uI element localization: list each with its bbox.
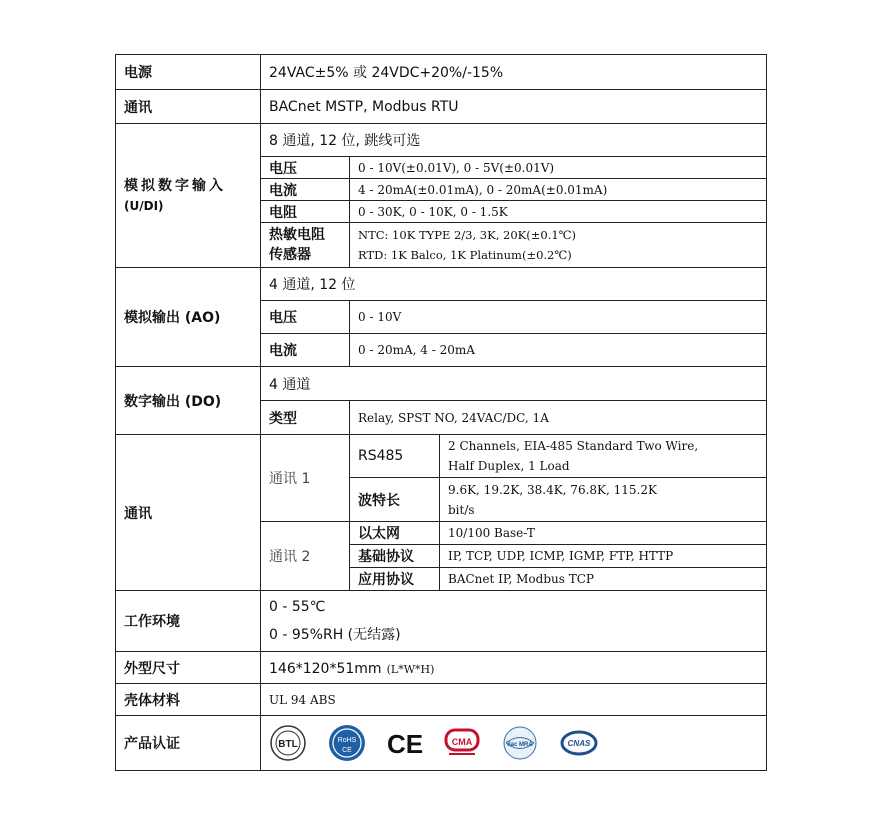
size-label: 外型尺寸 bbox=[116, 652, 261, 684]
cert-logos bbox=[261, 716, 767, 771]
btl-logo-text: BTL bbox=[278, 739, 298, 750]
size-unit: (L*W*H) bbox=[386, 663, 435, 676]
btl-logo-icon bbox=[269, 724, 307, 762]
comms-rs485-value-line2: Half Duplex, 1 Load bbox=[448, 459, 570, 473]
comms-baud-value-line1: 9.6K, 19.2K, 38.4K, 76.8K, 115.2K bbox=[448, 482, 657, 497]
size-value-cell bbox=[261, 652, 767, 684]
ui-label-line1: 模拟数字输入 bbox=[124, 177, 226, 194]
rohs-logo-text: RoHS bbox=[337, 737, 357, 744]
ui-thermal-value bbox=[350, 223, 767, 268]
ui-thermal-name-line1: 热敏电阻 bbox=[269, 227, 325, 243]
ui-resistance-value: 0 - 30K, 0 - 10K, 0 - 1.5K bbox=[350, 201, 767, 223]
comms-eth-name: 以太网 bbox=[350, 522, 440, 545]
comms-app-value: BACnet IP, Modbus TCP bbox=[440, 568, 767, 591]
cert-label: 产品认证 bbox=[116, 716, 261, 771]
comms-app-name: 应用协议 bbox=[350, 568, 440, 591]
comm-label: 通讯 bbox=[116, 90, 261, 124]
ui-current-value: 4 - 20mA(±0.01mA), 0 - 20mA(±0.01mA) bbox=[350, 179, 767, 201]
env-label: 工作环境 bbox=[116, 591, 261, 652]
power-label: 电源 bbox=[116, 55, 261, 90]
ao-header: 4 通道, 12 位 bbox=[261, 268, 767, 301]
ui-header: 8 通道, 12 位, 跳线可选 bbox=[261, 124, 767, 157]
comms-rs485-name: RS485 bbox=[350, 435, 440, 478]
row-size bbox=[116, 652, 767, 684]
row-ao-header bbox=[116, 268, 767, 301]
ilac-logo-text: ilac MRA bbox=[507, 742, 533, 748]
ce-logo-text: CE bbox=[387, 729, 423, 758]
ui-resistance-name: 电阻 bbox=[261, 201, 350, 223]
comms-baud-value-line2: bit/s bbox=[448, 502, 475, 517]
row-ui-header bbox=[116, 124, 767, 157]
comms-base-value: IP, TCP, UDP, ICMP, IGMP, FTP, HTTP bbox=[440, 545, 767, 568]
row-material bbox=[116, 684, 767, 716]
ao-current-value: 0 - 20mA, 4 - 20mA bbox=[350, 334, 767, 367]
material-label: 壳体材料 bbox=[116, 684, 261, 716]
ui-thermal-value-line1: NTC: 10K TYPE 2/3, 3K, 20K(±0.1℃) bbox=[358, 228, 577, 242]
ui-thermal-name bbox=[261, 223, 350, 268]
ao-voltage-name: 电压 bbox=[261, 301, 350, 334]
rohs-logo-icon bbox=[327, 723, 367, 763]
material-value: UL 94 ABS bbox=[261, 684, 767, 716]
comms-base-name: 基础协议 bbox=[350, 545, 440, 568]
ui-thermal-name-line2: 传感器 bbox=[269, 247, 311, 263]
rohs-ce-text: CE bbox=[342, 747, 352, 754]
power-value: 24VAC±5% 或 24VDC+20%/-15% bbox=[261, 55, 767, 90]
cnas-logo-text: CNAS bbox=[567, 739, 591, 748]
comms-eth-value: 10/100 Base-T bbox=[440, 522, 767, 545]
comms-label: 通讯 bbox=[116, 435, 261, 591]
comms-baud-value bbox=[440, 478, 767, 522]
row-do-header bbox=[116, 367, 767, 401]
comms-row-rs485 bbox=[116, 435, 767, 478]
ao-voltage-value: 0 - 10V bbox=[350, 301, 767, 334]
ui-voltage-name: 电压 bbox=[261, 157, 350, 179]
row-power bbox=[116, 55, 767, 90]
row-comm bbox=[116, 90, 767, 124]
do-type-name: 类型 bbox=[261, 401, 350, 435]
row-cert bbox=[116, 716, 767, 771]
ui-label bbox=[116, 124, 261, 268]
ui-label-line2: (U/DI) bbox=[124, 198, 164, 213]
env-value bbox=[261, 591, 767, 652]
ui-current-name: 电流 bbox=[261, 179, 350, 201]
ilac-mra-logo-icon bbox=[501, 724, 539, 762]
comms-rs485-value-line1: 2 Channels, EIA-485 Standard Two Wire, bbox=[448, 439, 699, 453]
comms-rs485-value bbox=[440, 435, 767, 478]
comms-port1-name: 通讯 1 bbox=[261, 435, 350, 522]
size-value: 146*120*51mm bbox=[269, 661, 382, 677]
do-label: 数字输出 (DO) bbox=[116, 367, 261, 435]
ui-thermal-value-line2: RTD: 1K Balco, 1K Platinum(±0.2℃) bbox=[358, 248, 572, 262]
comms-baud-name: 波特长 bbox=[350, 478, 440, 522]
comm-value: BACnet MSTP, Modbus RTU bbox=[261, 90, 767, 124]
cma-logo-text: CMA bbox=[451, 737, 473, 747]
row-env bbox=[116, 591, 767, 652]
ao-label: 模拟输出 (AO) bbox=[116, 268, 261, 367]
env-line1: 0 - 55℃ bbox=[269, 599, 326, 615]
spec-table bbox=[115, 54, 767, 771]
cnas-logo-icon bbox=[559, 726, 599, 760]
do-header: 4 通道 bbox=[261, 367, 767, 401]
ui-voltage-value: 0 - 10V(±0.01V), 0 - 5V(±0.01V) bbox=[350, 157, 767, 179]
env-line2: 0 - 95%RH (无结露) bbox=[269, 627, 401, 643]
comms-port2-name: 通讯 2 bbox=[261, 522, 350, 591]
ce-logo-icon bbox=[387, 728, 423, 758]
ao-current-name: 电流 bbox=[261, 334, 350, 367]
cma-logo-icon bbox=[443, 726, 481, 760]
do-type-value: Relay, SPST NO, 24VAC/DC, 1A bbox=[350, 401, 767, 435]
